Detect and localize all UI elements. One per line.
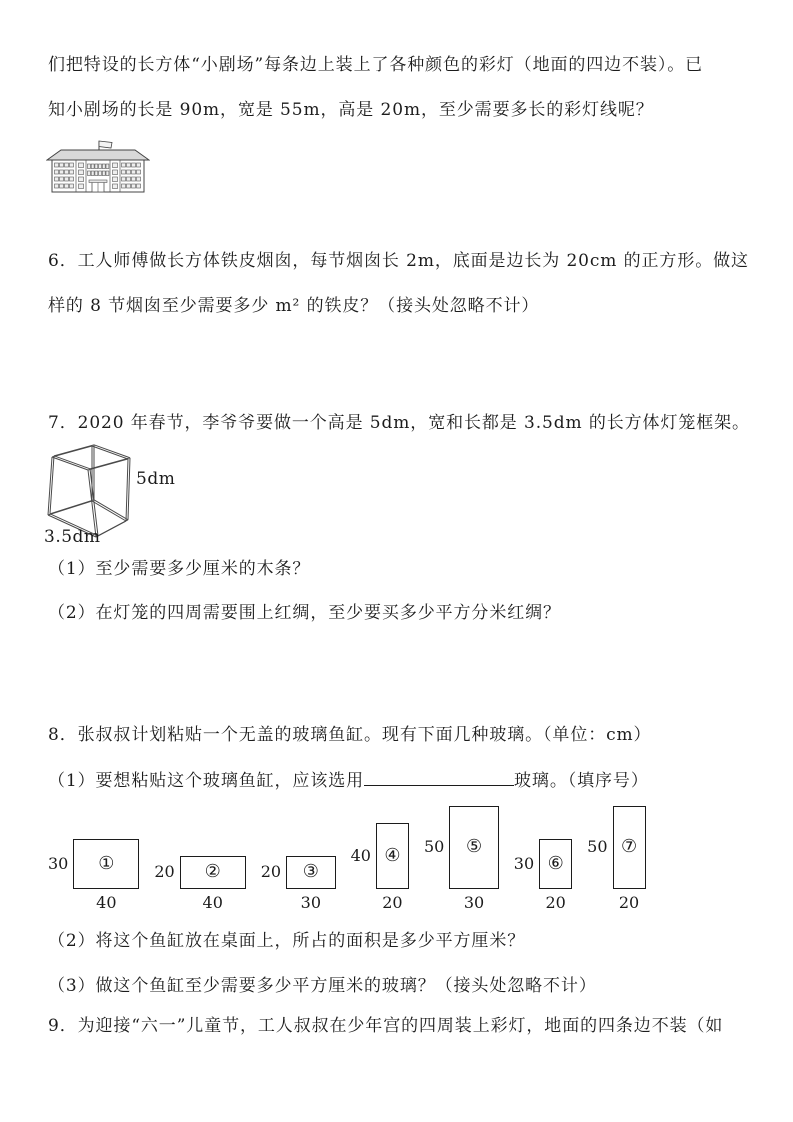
glass-width-label: 30 [300, 892, 321, 912]
glass-height-label: 20 [260, 862, 282, 881]
glass-number: ① [98, 852, 115, 874]
glass-height-label: 30 [48, 853, 69, 873]
question-6-line-1: 6．工人师傅做长方体铁皮烟囱，每节烟囱长 2m，底面是边长为 20cm 的正方形。做这 [48, 251, 749, 271]
glass-width-label: 40 [96, 892, 117, 912]
glass-item [351, 823, 409, 911]
lantern-frame-figure [44, 443, 219, 551]
glass-item [48, 839, 139, 911]
question-8-sub-1 [48, 768, 649, 793]
glass-number: ⑤ [465, 836, 483, 858]
glass-rectangle [180, 856, 246, 889]
glass-rectangle [376, 823, 409, 889]
glass-number: ④ [384, 844, 401, 866]
glass-width-label: 30 [463, 892, 485, 912]
building-illustration [46, 138, 150, 194]
glass-item [514, 839, 572, 911]
question-5-paragraph [48, 43, 754, 133]
question-7-stem: 7．2020 年春节，李爷爷要做一个高是 5dm，宽和长都是 3.5dm 的长方体灯笼框架。 [48, 413, 750, 433]
glass-width-label: 40 [202, 892, 223, 912]
glass-rectangle [449, 806, 499, 889]
glasses-row [48, 806, 646, 911]
glass-rectangle [539, 839, 572, 889]
dimension-label-height: 5dm [136, 469, 176, 489]
glass-width-label: 20 [618, 892, 640, 912]
question-7-sub-2: （2）在灯笼的四周需要围上红绸，至少要买多少平方分米红绸？ [48, 603, 561, 623]
glass-height-label: 40 [350, 845, 371, 865]
glass-height-label: 20 [154, 862, 175, 881]
glass-number: ⑥ [547, 852, 564, 874]
glass-rectangle [613, 806, 646, 889]
glass-rectangle [286, 856, 336, 889]
question-6-paragraph [48, 239, 754, 329]
dimension-label-width: 3.5dm [44, 527, 101, 547]
glass-height-label: 30 [513, 853, 535, 873]
glass-number: ② [204, 861, 221, 882]
glass-item [424, 806, 499, 911]
question-6-line-2: 样的 8 节烟囱至少需要多少 m² 的铁皮？（接头处忽略不计） [48, 296, 540, 316]
question-8-sub-3: （3）做这个鱼缸至少需要多少平方厘米的玻璃？（接头处忽略不计） [48, 976, 597, 996]
question-5-line-2: 知小剧场的长是 90m，宽是 55m，高是 20m，至少需要多长的彩灯线呢？ [48, 100, 654, 120]
glass-item [261, 856, 336, 911]
question-8-sub-2: （2）将这个鱼缸放在桌面上，所占的面积是多少平方厘米？ [48, 931, 526, 951]
question-9-stem: 9．为迎接“六一”儿童节，工人叔叔在少年宫的四周装上彩灯，地面的四条边不装（如 [48, 1016, 724, 1036]
question-5-line-1: 们把特设的长方体“小剧场”每条边上装上了各种颜色的彩灯（地面的四边不装）。已 [48, 55, 704, 75]
glass-item [154, 856, 245, 911]
question-8-stem: 8．张叔叔计划粘贴一个无盖的玻璃鱼缸。现有下面几种玻璃。（单位：cm） [48, 725, 652, 745]
glass-item [587, 806, 645, 911]
question-7-sub-1: （1）至少需要多少厘米的木条？ [48, 559, 311, 579]
glass-number: ③ [302, 861, 319, 882]
question-8-sub-1-pre: （1）要想粘贴这个玻璃鱼缸，应该选用 [48, 771, 365, 791]
question-8-sub-1-post: 玻璃。（填序号） [514, 771, 649, 791]
glass-height-label: 50 [423, 837, 445, 857]
glass-rectangle [73, 839, 139, 889]
glass-height-label: 50 [587, 837, 608, 857]
glass-width-label: 20 [545, 892, 566, 912]
glass-number: ⑦ [620, 836, 638, 858]
fill-in-blank [364, 768, 514, 786]
glass-width-label: 20 [382, 892, 403, 912]
flag-icon [99, 141, 112, 148]
